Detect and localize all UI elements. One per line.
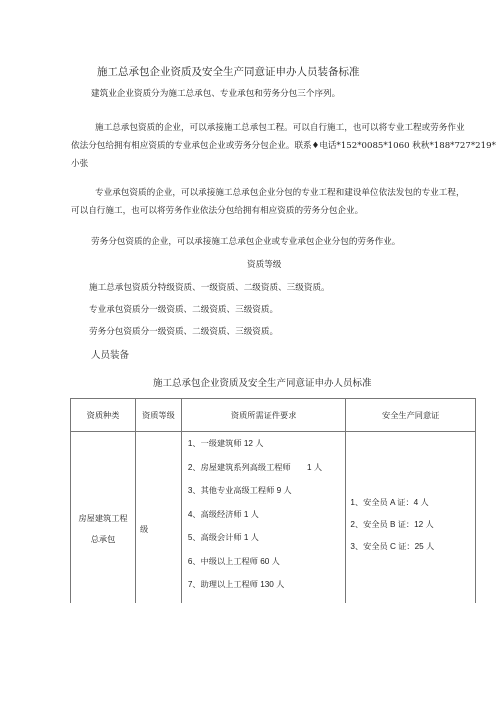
table-header-row — [71, 399, 476, 432]
grade-general: 施工总承包资质分特级资质、一级资质、二级资质、三级资质。 — [89, 283, 330, 293]
para-general-contract-line3: 小张 — [71, 159, 89, 169]
grade-labor: 劳务分包资质分一级资质、二级资质、三级资质。 — [89, 327, 279, 337]
cell-safety-permit — [346, 432, 476, 627]
list-item: 1、一级建筑师 12 人 — [187, 439, 264, 448]
cell-qualification-level: 级 — [136, 432, 182, 627]
grade-heading: 资质等级 — [247, 260, 282, 270]
list-item: 5、高级会计师 1 人 — [187, 533, 259, 542]
para-general-contract-line2: 依法分包给拥有相应资质的专业承包企业或劳务分包企业。联系♦电话*152*0085*1060 秋秋*188*727*219* — [71, 141, 496, 151]
table-row — [71, 432, 476, 627]
document-title: 施工总承包企业资质及安全生产同意证申办人员装备标准 — [97, 66, 360, 78]
list-item: 4、高级经济师 1 人 — [187, 509, 259, 519]
header-qualification-type: 资质种类 — [71, 399, 136, 432]
list-item: 3、安全员 C 证：25 人 — [350, 542, 435, 551]
list-item: 2、房屋建筑系列高级工程师 1 人 — [187, 462, 323, 472]
para-specialty-line1: 专业承包资质的企业，可以承接施工总承包企业分包的专业工程和建设单位依法发包的专业工程， — [95, 188, 465, 198]
list-item: 7、助理以上工程师 130 人 — [187, 580, 285, 589]
header-certificate-requirements: 资质所需证件要求 — [181, 399, 346, 432]
cell-requirements — [181, 432, 346, 627]
header-qualification-level: 资质等级 — [136, 399, 182, 432]
list-item: 1、安全员 A 证：4 人 — [350, 498, 429, 507]
header-safety-permit: 安全生产同意证 — [346, 399, 476, 432]
intro-paragraph: 建筑业企业资质分为施工总承包、专业承包和劳务分包三个序列。 — [91, 89, 341, 99]
grade-specialty: 专业承包资质分一级资质、二级资质、三级资质。 — [89, 305, 279, 315]
safety-list — [346, 496, 475, 562]
table-title: 施工总承包企业资质及安全生产同意证申办人员标准 — [153, 378, 372, 389]
staff-heading: 人员装备 — [91, 350, 130, 361]
list-item: 2、安全员 B 证：12 人 — [350, 520, 434, 529]
staff-standard-table — [70, 398, 476, 627]
type-line1: 房屋建筑工程 — [78, 513, 128, 523]
para-specialty-line2: 可以自行施工，也可以将劳务作业依法分包给拥有相应资质的劳务分包企业。 — [71, 206, 364, 216]
para-labor: 劳务分包资质的企业，可以承接施工总承包企业或专业承包企业分包的劳务作业。 — [91, 237, 401, 247]
type-line2: 总承包 — [90, 534, 116, 544]
para-general-contract-line1: 施工总承包资质的企业，可以承接施工总承包工程。可以自行施工，也可以将专业工程或劳务作业 — [95, 123, 465, 133]
list-item: 3、其他专业高级工程师 9 人 — [187, 486, 292, 495]
list-item: 6、中级以上工程师 60 人 — [187, 556, 280, 566]
requirements-list — [182, 432, 346, 626]
page-bottom-whitespace — [70, 603, 477, 707]
cell-qualification-type — [71, 432, 136, 627]
